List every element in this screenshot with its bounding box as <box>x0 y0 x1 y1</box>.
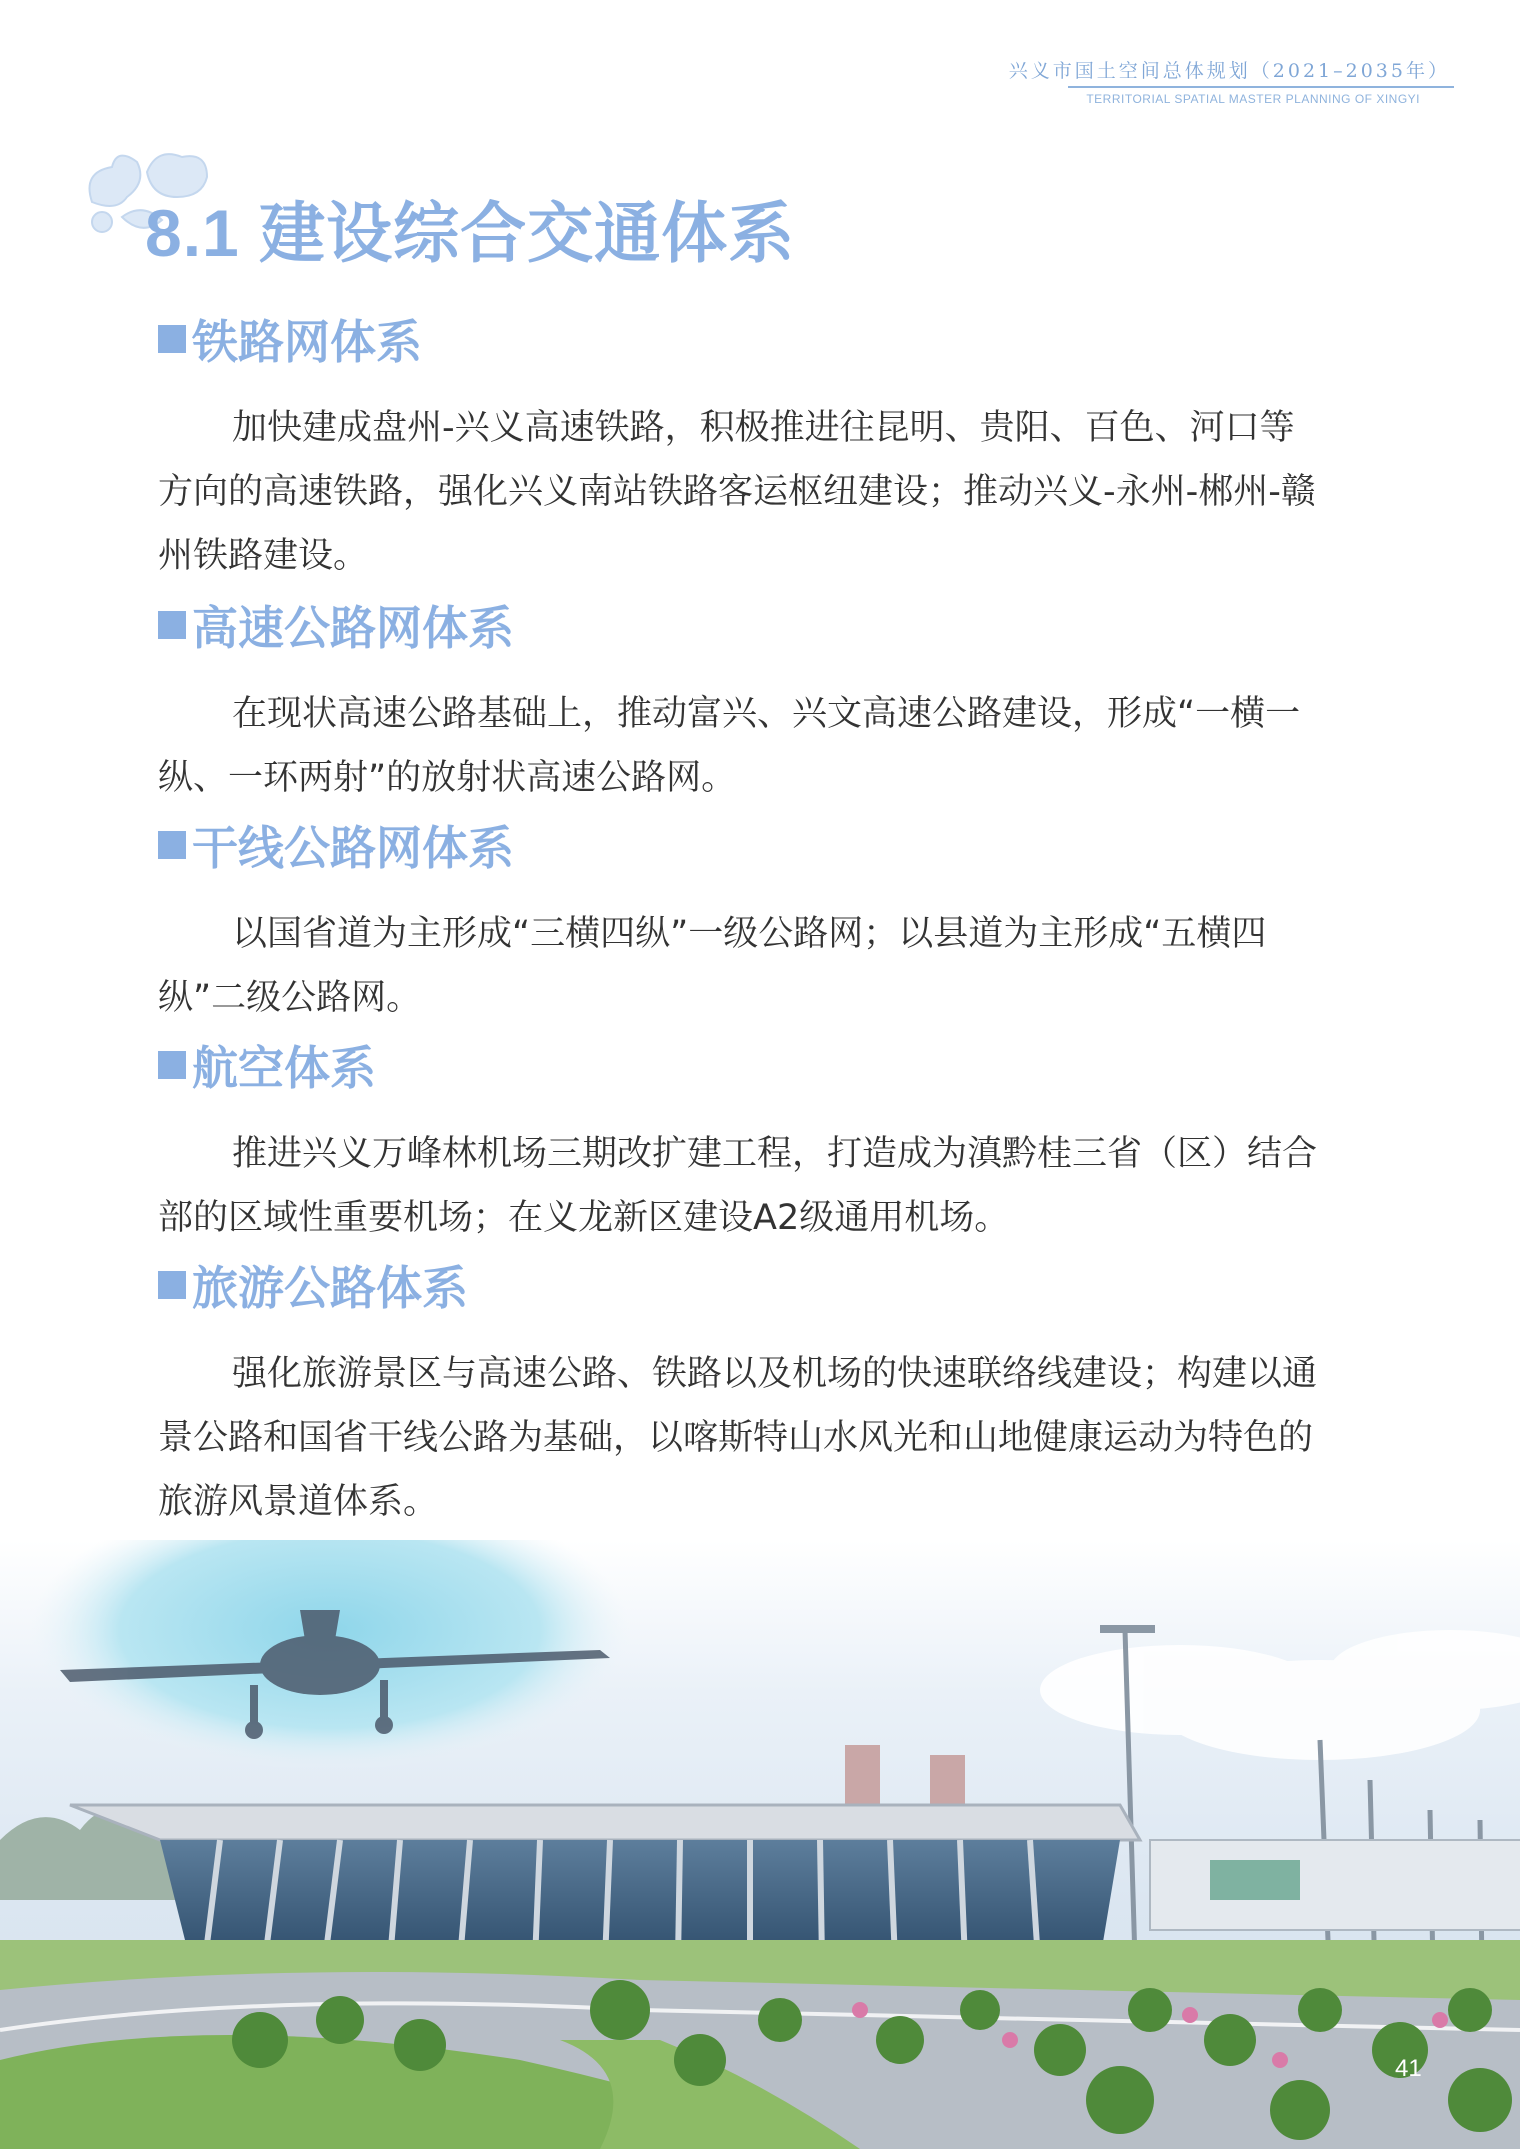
paragraph-line: 加快建成盘州-兴义高速铁路，积极推进往昆明、贵阳、百色、河口等 <box>232 408 1295 448</box>
section-paragraph-expressway <box>158 682 1358 810</box>
section-heading-text: 高速公路网体系 <box>192 601 514 655</box>
paragraph-line: 强化旅游景区与高速公路、铁路以及机场的快速联络线建设；构建以通 <box>232 1354 1318 1394</box>
paragraph-line: 纵”二级公路网。 <box>158 978 422 1018</box>
section-paragraph-tourism-road <box>158 1342 1358 1534</box>
paragraph-line: 部的区域性重要机场；在义龙新区建设A2级通用机场。 <box>158 1198 1010 1238</box>
section-heading-trunk-road <box>158 812 514 878</box>
paragraph-line: 州铁路建设。 <box>158 536 369 576</box>
running-header-title: 兴义市国土空间总体规划（2021–2035年） <box>1008 60 1450 82</box>
section-paragraph-trunk-road <box>158 902 1358 1030</box>
square-bullet-icon <box>158 1271 186 1299</box>
airport-terminal-photo <box>0 1540 1520 2149</box>
paragraph-line: 以国省道为主形成“三横四纵”一级公路网；以县道为主形成“五横四 <box>232 914 1267 954</box>
page-number: 41 <box>1395 2055 1422 2082</box>
square-bullet-icon <box>158 1051 186 1079</box>
section-paragraph-railway <box>158 396 1358 588</box>
running-header-subtitle: TERRITORIAL SPATIAL MASTER PLANNING OF XINGYI <box>1086 92 1420 106</box>
section-paragraph-aviation <box>158 1122 1358 1250</box>
section-heading-text: 航空体系 <box>192 1041 376 1095</box>
section-heading-text: 干线公路网体系 <box>192 821 514 875</box>
section-heading-expressway <box>158 592 514 658</box>
paragraph-line: 旅游风景道体系。 <box>158 1482 439 1522</box>
page-title: 8.1 建设综合交通体系 <box>145 196 796 270</box>
section-heading-railway <box>158 306 422 372</box>
paragraph-line: 推进兴义万峰林机场三期改扩建工程，打造成为滇黔桂三省（区）结合 <box>232 1134 1318 1174</box>
section-heading-text: 旅游公路体系 <box>192 1261 468 1315</box>
square-bullet-icon <box>158 325 186 353</box>
paragraph-line: 方向的高速铁路，强化兴义南站铁路客运枢纽建设；推动兴义-永州-郴州-赣 <box>158 472 1316 512</box>
section-heading-text: 铁路网体系 <box>192 315 422 369</box>
square-bullet-icon <box>158 831 186 859</box>
header-rule <box>1068 86 1454 88</box>
paragraph-line: 景公路和国省干线公路为基础，以喀斯特山水风光和山地健康运动为特色的 <box>158 1418 1314 1458</box>
section-heading-aviation <box>158 1032 376 1098</box>
square-bullet-icon <box>158 611 186 639</box>
paragraph-line: 纵、一环两射”的放射状高速公路网。 <box>158 758 737 798</box>
paragraph-line: 在现状高速公路基础上，推动富兴、兴文高速公路建设，形成“一横一 <box>232 694 1301 734</box>
section-heading-tourism-road <box>158 1252 468 1318</box>
